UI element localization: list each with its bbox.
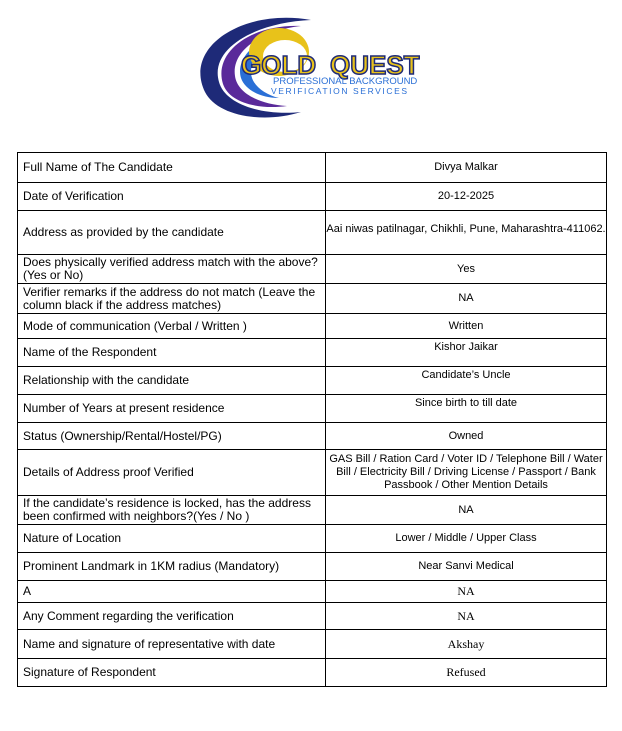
table-row [18,603,607,630]
row-value: Near Sanvi Medical [326,553,607,581]
table-row [18,367,607,395]
table-row [18,423,607,450]
table-row [18,183,607,211]
row-label: Signature of Respondent [18,659,326,687]
table-row [18,339,607,367]
logo-tagline-line1: PROFESSIONAL BACKGROUND [273,76,418,87]
goldquest-logo-graphic [183,12,443,124]
table-row [18,153,607,183]
row-label: Any Comment regarding the verification [18,603,326,630]
row-value: Refused [326,659,607,687]
row-value: Divya Malkar [326,153,607,183]
table-row [18,525,607,553]
row-value: Yes [326,255,607,284]
row-value: Owned [326,423,607,450]
row-label: Name and signature of representative with date [18,630,326,659]
row-label: Nature of Location [18,525,326,553]
row-label: Address as provided by the candidate [18,211,326,255]
table-row [18,211,607,255]
row-value: 20-12-2025 [326,183,607,211]
row-value: NA [326,603,607,630]
table-row [18,450,607,496]
row-label: Number of Years at present residence [18,395,326,423]
row-value: NA [326,496,607,525]
row-label: Name of the Respondent [18,339,326,367]
logo-tagline-line2: VERIFICATION SERVICES [271,86,409,96]
row-label: Full Name of The Candidate [18,153,326,183]
row-label: A [18,581,326,603]
row-label: Prominent Landmark in 1KM radius (Mandatory) [18,553,326,581]
row-value: NA [326,581,607,603]
goldquest-logo [183,12,443,124]
row-label: Details of Address proof Verified [18,450,326,496]
row-label: Does physically verified address match with the above? (Yes or No) [18,255,326,284]
table-row [18,630,607,659]
logo-brand-quest: QUEST [330,50,420,80]
table-row [18,314,607,339]
row-label: If the candidate’s residence is locked, has the address been confirmed with neighbors?(Yes / No ) [18,496,326,525]
row-value: Kishor Jaikar [326,339,607,367]
table-row [18,553,607,581]
table-row [18,284,607,314]
row-value: Akshay [326,630,607,659]
row-label: Status (Ownership/Rental/Hostel/PG) [18,423,326,450]
row-label: Date of Verification [18,183,326,211]
row-value: GAS Bill / Ration Card / Voter ID / Telephone Bill / Water Bill / Electricity Bill / Driving License / Passport / Bank Passbook / Other Mention Details [326,450,607,496]
verification-table [17,152,607,687]
row-value: Written [326,314,607,339]
row-value: NA [326,284,607,314]
row-label: Relationship with the candidate [18,367,326,395]
table-row [18,395,607,423]
row-label: Verifier remarks if the address do not match (Leave the column black if the address matches) [18,284,326,314]
row-label: Mode of communication (Verbal / Written ) [18,314,326,339]
row-value: Candidate’s Uncle [326,367,607,395]
table-row [18,581,607,603]
table-row [18,496,607,525]
row-value: Lower / Middle / Upper Class [326,525,607,553]
table-row [18,659,607,687]
row-value: Since birth to till date [326,395,607,423]
logo-brand-gold: GOLD [241,50,317,80]
row-value: Aai niwas patilnagar, Chikhli, Pune, Maharashtra-411062. [326,211,607,255]
table-row [18,255,607,284]
